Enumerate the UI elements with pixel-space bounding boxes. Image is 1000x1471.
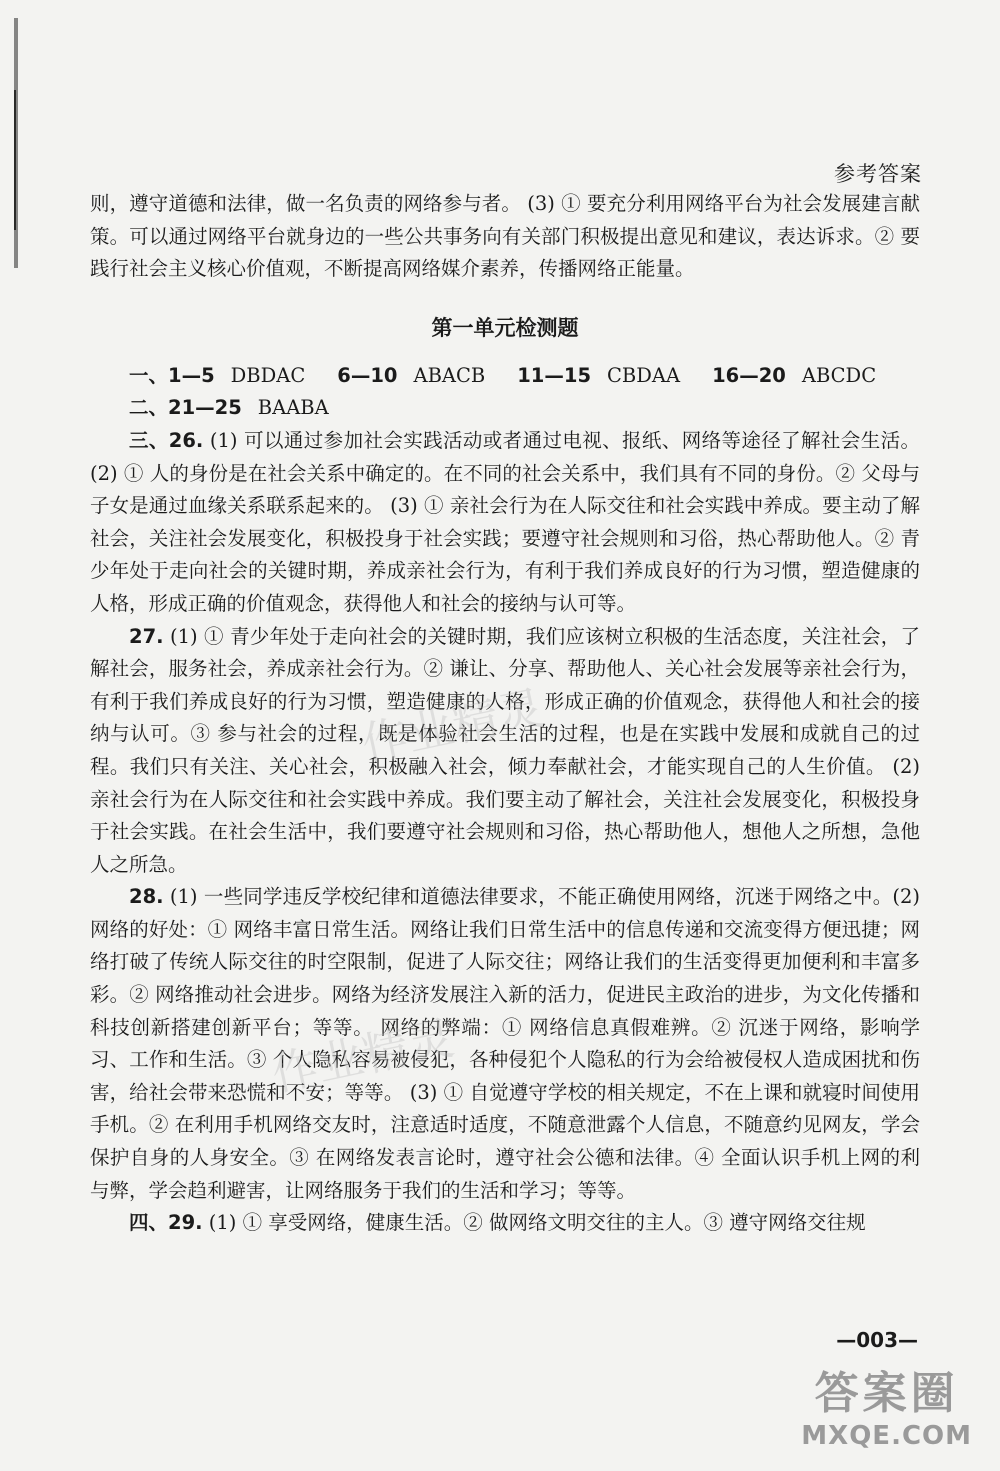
mc-range: 11—15: [517, 363, 592, 387]
faint-watermark: 作业精灵: [357, 680, 549, 772]
mc-row1-prefix: 一、: [129, 363, 169, 387]
scan-edge-line: [14, 90, 16, 230]
q27-number: 27.: [129, 624, 164, 648]
page-number: —003—: [836, 1328, 918, 1352]
q26-number: 26.: [168, 428, 204, 452]
mc-answers: ABCDC: [801, 363, 877, 387]
mc-answers-row-2: [90, 392, 920, 425]
question-26: [90, 425, 920, 621]
site-watermark: [801, 1357, 972, 1451]
mc-answers: CBDAA: [607, 363, 681, 387]
mc-answers: ABACB: [413, 363, 486, 387]
mc-range: 21—25: [168, 396, 242, 420]
mc-range: 16—20: [712, 363, 786, 387]
section-title: 第一单元检测题: [431, 315, 579, 340]
question-28: [90, 881, 920, 1207]
q26-prefix: 三、: [129, 428, 169, 452]
question-27: [90, 621, 920, 882]
q27-text: (1) ① 青少年处于走向社会的关键时期，我们应该树立积极的生活态度，关注社会，了解社会，服务社会，养成亲社会行为。② 谦让、分享、帮助他人、关心社会发展等亲社会行为，有利于我们养成良好的行为习惯，塑造健康的人格，形成正确的价值观念，获得他人和社会的接纳与认可。③ 参与社会的过程，既是体验社会生活的过程，也是在实践中发展和成就自己的过程。我们只有关注、关心社会，积极融入社会，倾力奉献社会，才能实现自己的人生价值。 (2) 亲社会行为在人际交往和社会实践中养成。我们要主动了解社会，关注社会发展变化，积极投身于社会实践。在社会生活中，我们要遵守社会规则和习俗，热心帮助他人，想他人之所想，急他人之所急。: [90, 624, 920, 876]
q26-text: (1) 可以通过参加社会实践活动或者通过电视、报纸、网络等途径了解社会生活。 (2) ① 人的身份是在社会关系中确定的。在不同的社会关系中，我们具有不同的身份。② 父母与子女是通过血缘关系联系起来的。 (3) ① 亲社会行为在人际交往和社会实践中养成。要主动了解社会，关注社会发展变化，积极投身于社会实践；要遵守社会规则和习俗，热心帮助他人。② 青少年处于走向社会的关键时期，养成亲社会行为，有利于我们养成良好的行为习惯，塑造健康的人格，形成正确的价值观念，获得他人和社会的接纳与认可等。: [90, 428, 920, 615]
q28-number: 28.: [129, 885, 164, 909]
mc-answers: DBDAC: [230, 363, 306, 387]
q29-prefix: 四、: [129, 1211, 169, 1235]
mc-answers-row-1: [90, 360, 920, 393]
q29-number: 29.: [168, 1211, 203, 1235]
q29-text: (1) ① 享受网络，健康生活。② 做网络文明交往的主人。③ 遵守网络交往规: [202, 1211, 866, 1235]
mc-range: 1—5: [168, 363, 215, 387]
question-29: [90, 1207, 920, 1240]
mc-answers: BAABA: [257, 396, 329, 420]
running-header: 参考答案: [834, 162, 922, 186]
watermark-url: MXQE.COM: [801, 1421, 972, 1451]
mc-range: 6—10: [337, 363, 398, 387]
mc-row2-prefix: 二、: [129, 396, 169, 420]
q28-text: (1) 一些同学违反学校纪律和道德法律要求，不能正确使用网络，沉迷于网络之中。(2) 网络的好处：① 网络丰富日常生活。网络让我们日常生活中的信息传递和交流变得方便迅捷；网络打破了传统人际交往的时空限制，促进了人际交往；网络让我们的生活变得更加便利和丰富多彩。② 网络推动社会进步。网络为经济发展注入新的活力，促进民主政治的进步，为文化传播和科技创新搭建创新平台；等等。 网络的弊端：① 网络信息真假难辨。② 沉迷于网络，影响学习、工作和生活。③ 个人隐私容易被侵犯，各种侵犯个人隐私的行为会给被侵权人造成困扰和伤害，给社会带来恐慌和不安；等等。 (3) ① 自觉遵守学校的相关规定，不在上课和就寝时间使用手机。② 在利用手机网络交友时，注意适时适度，不随意泄露个人信息，不随意约见网友，学会保护自身的人身安全。③ 在网络发表言论时，遵守社会公德和法律。④ 全面认识手机上网的利与弊，学会趋利避害，让网络服务于我们的生活和学习；等等。: [90, 885, 920, 1202]
faint-watermark: 作业精灵: [267, 1010, 459, 1102]
intro-paragraph: 则，遵守道德和法律，做一名负责的网络参与者。 (3) ① 要充分利用网络平台为社会发展建言献策。可以通过网络平台就身边的一些公共事务向有关部门积极提出意见和建议，表达诉求。② 要践行社会主义核心价值观，不断提高网络媒介素养，传播网络正能量。: [90, 192, 920, 281]
watermark-logo: 答案圈: [814, 1368, 959, 1419]
